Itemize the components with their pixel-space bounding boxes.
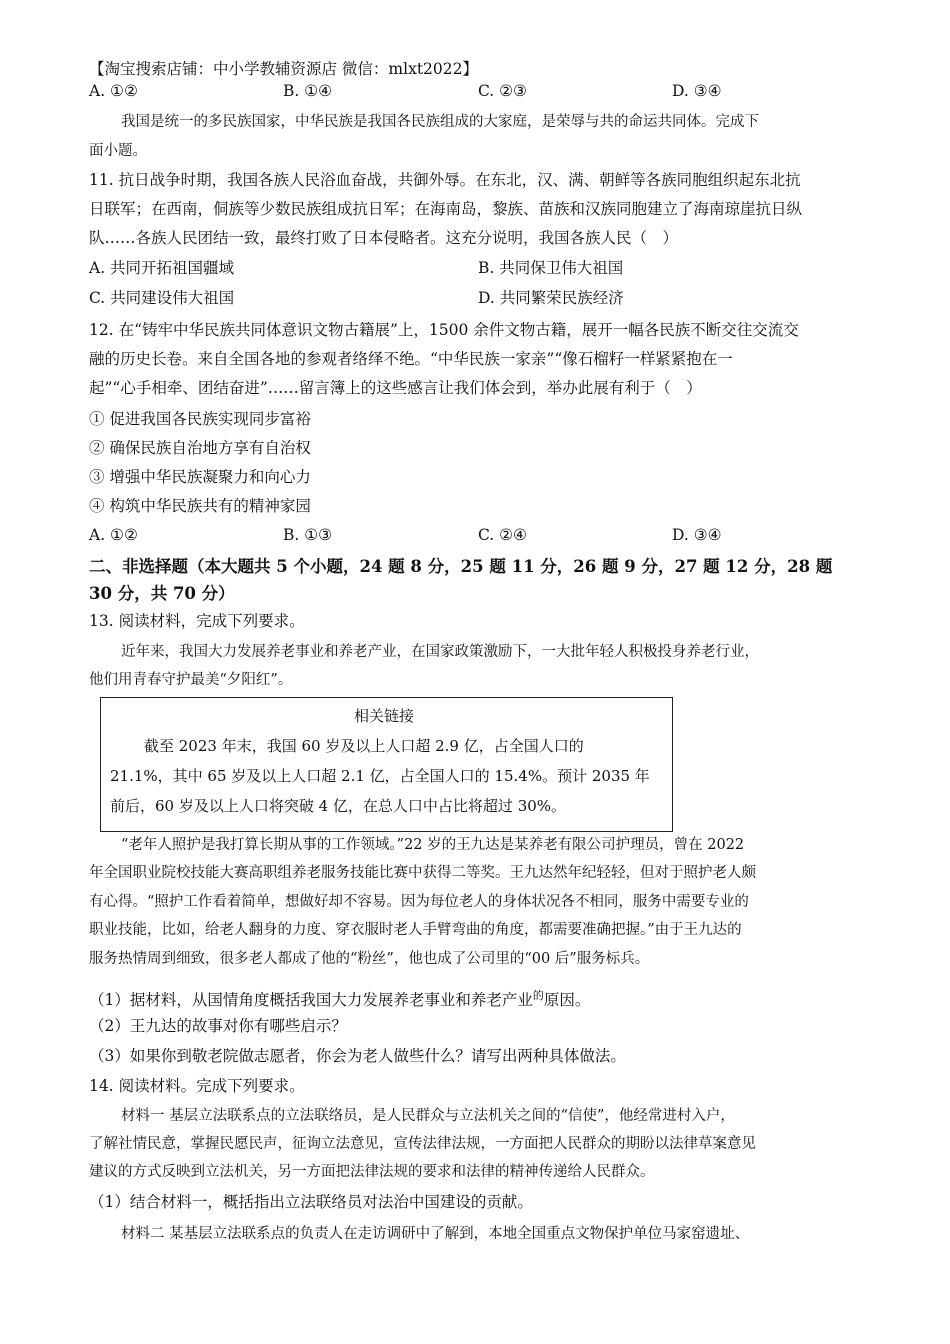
q11-stem-2: 日联军；在西南，侗族等少数民族组成抗日军；在海南岛，黎族、苗族和汉族同胞建立了海南琼崖抗日纵 xyxy=(89,200,803,218)
intro-line-2: 面小题。 xyxy=(89,143,147,159)
q12-statement-2: ② 确保民族自治地方享有自治权 xyxy=(89,439,311,457)
q13-para2-line-2: 年全国职业院校技能大赛高职组养老服务技能比赛中获得二等奖。王九达然年纪轻轻，但对于照护老人颇 xyxy=(89,865,756,881)
q11-option-b: B. 共同保卫伟大祖国 xyxy=(478,259,624,277)
q12-statement-1: ① 促进我国各民族实现同步富裕 xyxy=(89,410,311,428)
q12-statement-3: ③ 增强中华民族凝聚力和向心力 xyxy=(89,468,311,486)
q13-requirement-2: （2）王九达的故事对你有哪些启示？ xyxy=(89,1017,347,1035)
q13-para2-line-4: 职业技能，比如，给老人翻身的力度、穿衣服时老人手臂弯曲的角度，都需要准确把握。”由于王九达的 xyxy=(89,922,742,938)
related-link-title: 相关链接 xyxy=(354,707,415,725)
q13-para2-line-5: 服务热情周到细致，很多老人都成了他的“粉丝”，他也成了公司里的“00 后”服务标兵。 xyxy=(89,951,650,967)
q13-para1-line-2: 他们用青春守护最美“夕阳红”。 xyxy=(89,672,293,688)
q10-option-b: B. ①④ xyxy=(283,82,333,100)
q12-option-a: A. ①② xyxy=(89,526,138,544)
q12-option-b: B. ①③ xyxy=(283,526,333,544)
q13-para2-line-1: “老年人照护是我打算长期从事的工作领域。”22 岁的王九达是某养老有限公司护理员，曾在 2022 xyxy=(121,837,745,853)
q11-option-d: D. 共同繁荣民族经济 xyxy=(478,289,624,307)
section-2-heading-1: 二、非选择题（本大题共 5 个小题，24 题 8 分，25 题 11 分，26 题 9 分，27 题 12 分，28 题 xyxy=(89,557,833,576)
q13-requirement-3: （3）如果你到敬老院做志愿者，你会为老人做些什么？请写出两种具体做法。 xyxy=(89,1047,626,1065)
q14-requirement-1: （1）结合材料一，概括指出立法联络员对法治中国建设的贡献。 xyxy=(89,1193,533,1211)
q12-stem-3: 起”“心手相牵、团结奋进”……留言簿上的这些感言让我们体会到，举办此展有利于（ ） xyxy=(89,379,702,397)
related-link-line-3: 前后，60 岁及以上人口将突破 4 亿，在总人口中占比将超过 30%。 xyxy=(110,797,567,815)
q12-stem-2: 融的历史长卷。来自全国各地的参观者络绎不绝。“中华民族一家亲”“像石榴籽一样紧紧抱在一 xyxy=(89,350,733,368)
related-link-line-2: 21.1%，其中 65 岁及以上人口超 2.1 亿，占全国人口的 15.4%。预计 2035 年 xyxy=(110,767,650,785)
q12-option-d: D. ③④ xyxy=(672,526,722,544)
section-2-heading-2: 30 分，共 70 分） xyxy=(89,584,235,603)
q12-stem-1: 12. 在“铸牢中华民族共同体意识文物古籍展”上，1500 余件文物古籍，展开一幅各民族不断交往交流交 xyxy=(89,321,799,339)
q14-title: 14. 阅读材料。完成下列要求。 xyxy=(89,1077,305,1095)
q12-statement-4: ④ 构筑中华民族共有的精神家园 xyxy=(89,497,311,515)
q13-requirement-1-main: （1）据材料，从国情角度概括我国大力发展养老事业和养老产业 xyxy=(89,991,533,1009)
q13-requirement-1-sup: 的 xyxy=(532,989,544,1002)
q14-material2-line-1: 材料二 某基层立法联系点的负责人在走访调研中了解到，本地全国重点文物保护单位马家窑遗址、 xyxy=(121,1226,750,1242)
header-store-info: 【淘宝搜索店铺：中小学教辅资源店 微信：mlxt2022】 xyxy=(89,60,479,78)
q12-option-c: C. ②④ xyxy=(478,526,527,544)
q10-option-a: A. ①② xyxy=(89,82,138,100)
related-link-box xyxy=(100,697,673,832)
q13-title: 13. 阅读材料，完成下列要求。 xyxy=(89,612,305,630)
q11-stem-1: 11. 抗日战争时期，我国各族人民浴血奋战，共御外辱。在东北，汉、满、朝鲜等各族同胞组织起东北抗 xyxy=(89,171,801,189)
q11-stem-3: 队……各族人民团结一致，最终打败了日本侵略者。这充分说明，我国各族人民（ ） xyxy=(89,229,679,247)
q13-para2-line-3: 有心得。“照护工作看着简单，想做好却不容易。因为每位老人的身体状况各不相同，服务中需要专业的 xyxy=(89,894,749,910)
q10-option-c: C. ②③ xyxy=(478,82,527,100)
q13-requirement-1 xyxy=(89,986,590,1010)
intro-line-1: 我国是统一的多民族国家，中华民族是我国各民族组成的大家庭，是荣辱与共的命运共同体。完成下 xyxy=(121,114,759,130)
related-link-line-1: 截至 2023 年末，我国 60 岁及以上人口超 2.9 亿，占全国人口的 xyxy=(144,737,584,755)
q11-option-c: C. 共同建设伟大祖国 xyxy=(89,289,235,307)
q14-material1-line-2: 了解社情民意，掌握民愿民声，征询立法意见，宣传法律法规，一方面把人民群众的期盼以法律草案意见 xyxy=(89,1136,756,1152)
q14-material1-line-1: 材料一 基层立法联系点的立法联络员，是人民群众与立法机关之间的“信使”，他经常进村入户， xyxy=(121,1108,735,1124)
q10-option-d: D. ③④ xyxy=(672,82,722,100)
q11-option-a: A. 共同开拓祖国疆域 xyxy=(89,259,235,277)
q13-para1-line-1: 近年来，我国大力发展养老事业和养老产业，在国家政策激励下，一大批年轻人积极投身养老行业， xyxy=(121,644,759,660)
q13-requirement-1-end: 原因。 xyxy=(543,991,591,1009)
q14-material1-line-3: 建议的方式反映到立法机关，另一方面把法律法规的要求和法律的精神传递给人民群众。 xyxy=(89,1164,655,1180)
